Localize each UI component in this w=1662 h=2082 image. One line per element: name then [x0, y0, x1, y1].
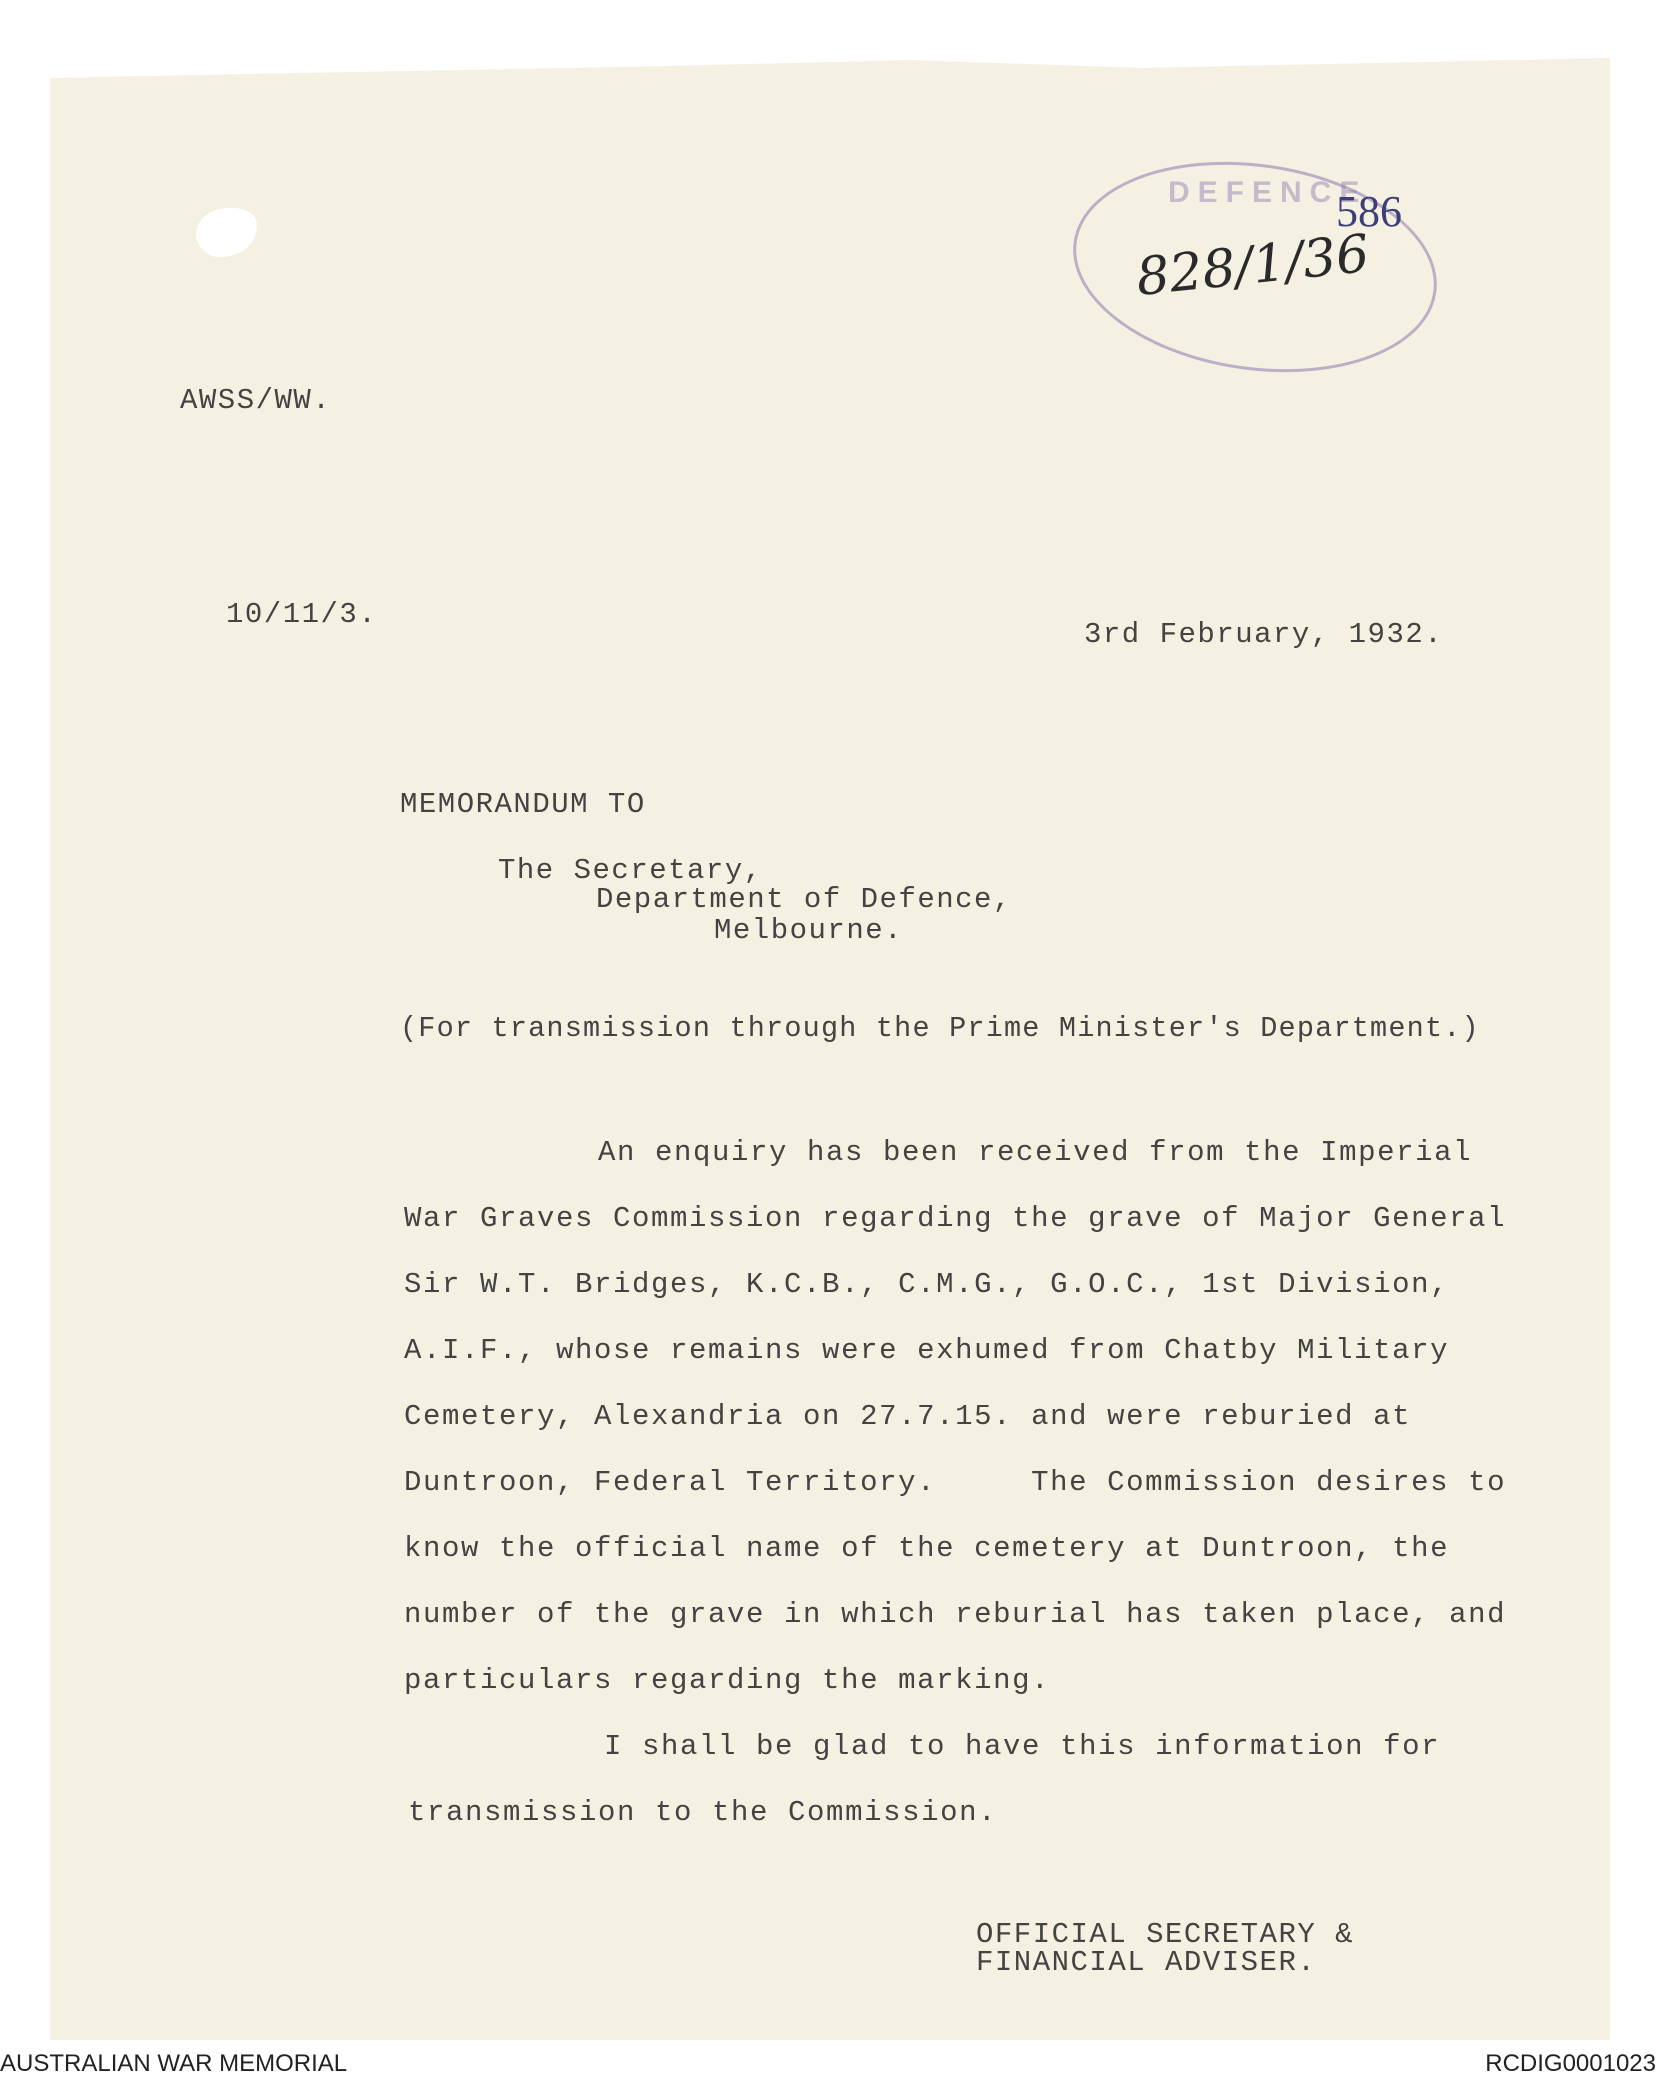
memo-heading: MEMORANDUM TO — [400, 788, 646, 821]
body-line: Sir W.T. Bridges, K.C.B., C.M.G., G.O.C., 1st Division, — [404, 1268, 1450, 1301]
body-line: Cemetery, Alexandria on 27.7.15. and were reburied at — [404, 1400, 1412, 1433]
body-line: Duntroon, Federal Territory. The Commission desires to — [404, 1466, 1507, 1499]
signature-line-2: FINANCIAL ADVISER. — [976, 1946, 1317, 1979]
footer-archive-name: AUSTRALIAN WAR MEMORIAL — [0, 2050, 348, 2077]
addressee-line-2: Department of Defence, — [596, 883, 1012, 916]
body-line: A.I.F., whose remains were exhumed from Chatby Military — [404, 1334, 1450, 1367]
addressee-line-3: Melbourne. — [714, 914, 904, 947]
body-line: know the official name of the cemetery at Duntroon, the — [404, 1532, 1450, 1565]
addressee-line-1: The Secretary, — [498, 854, 763, 887]
file-number: 10/11/3. — [226, 598, 378, 631]
handwritten-file-reference: 828/1/36 — [1133, 223, 1373, 309]
footer-record-id: RCDIG0001023 — [1485, 2050, 1656, 2077]
signature-line-1: OFFICIAL SECRETARY & — [976, 1918, 1355, 1951]
stamp-number: 586 — [1336, 187, 1402, 236]
defence-stamp-text: DEFENCE — [1168, 176, 1368, 209]
body-line: An enquiry has been received from the Imperial — [598, 1136, 1473, 1169]
transmission-note: (For transmission through the Prime Minister's Department.) — [400, 1012, 1480, 1045]
body-line: War Graves Commission regarding the grave of Major General — [404, 1202, 1507, 1235]
body-line: transmission to the Commission. — [408, 1796, 998, 1829]
body-line: number of the grave in which reburial has taken place, and — [404, 1598, 1507, 1631]
body-line: I shall be glad to have this information for — [604, 1730, 1441, 1763]
reference-code: AWSS/WW. — [180, 384, 332, 417]
memo-date: 3rd February, 1932. — [1084, 618, 1444, 651]
body-line: particulars regarding the marking. — [404, 1664, 1051, 1697]
